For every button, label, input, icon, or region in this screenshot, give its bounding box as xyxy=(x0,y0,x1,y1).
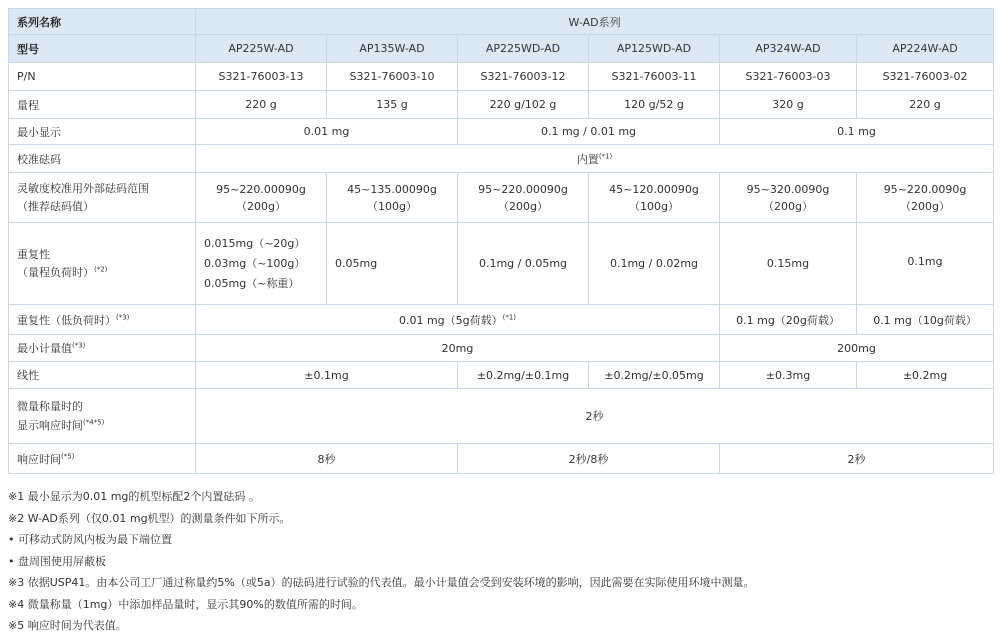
ext-range-cell xyxy=(589,173,720,223)
row-cal-weight xyxy=(9,145,994,173)
linearity-label: 线性 xyxy=(9,362,196,389)
ext-range-cell xyxy=(720,173,857,223)
series-label: 系列名称 xyxy=(9,9,196,35)
pn-label: P/N xyxy=(9,63,196,91)
capacity-label: 量程 xyxy=(9,91,196,119)
response-cell: 2秒/8秒 xyxy=(458,444,720,474)
row-pn xyxy=(9,63,994,91)
ext-range-recommended: （200g） xyxy=(900,199,951,213)
repeat-cell: 0.1mg / 0.02mg xyxy=(589,223,720,305)
ext-range-value: 95~220.00090g xyxy=(216,182,306,196)
ext-range-cell xyxy=(857,173,994,223)
model-cell: AP125WD-AD xyxy=(589,35,720,63)
min-weight-cell: 20mg xyxy=(196,335,720,362)
series-value: W-AD系列 xyxy=(196,9,994,35)
ext-range-cell xyxy=(458,173,589,223)
row-capacity xyxy=(9,91,994,119)
ext-range-value: 45~120.00090g xyxy=(609,182,699,196)
footnote: ※5 响应时间为代表值。 xyxy=(8,619,127,632)
cal-weight-note: (*1) xyxy=(598,151,613,160)
linearity-cell: ±0.2mg xyxy=(857,362,994,389)
cal-weight-label: 校准砝码 xyxy=(9,145,196,173)
ext-range-recommended: （200g） xyxy=(236,199,286,213)
model-cell: AP224W-AD xyxy=(857,35,994,63)
repeat-cell: 0.05mg xyxy=(327,223,458,305)
repeat-note: (*2) xyxy=(94,264,108,273)
micro-label-line: 显示响应时间$^{(*4*5)}$ xyxy=(17,418,105,432)
repeat-cell: 0.1mg xyxy=(857,223,994,305)
capacity-cell: 220 g xyxy=(857,91,994,119)
ext-range-recommended: （200g） xyxy=(498,199,548,213)
ext-range-value: 95~320.0090g xyxy=(746,182,830,196)
footnote-bullet: • 可移动式防风内板为最下端位置 xyxy=(8,533,172,546)
micro-note: (*4*5) xyxy=(83,418,105,427)
linearity-cell: ±0.2mg/±0.05mg xyxy=(589,362,720,389)
ext-range-label xyxy=(9,173,196,223)
ext-range-cell xyxy=(196,173,327,223)
model-label: 型号 xyxy=(9,35,196,63)
model-cell: AP324W-AD xyxy=(720,35,857,63)
row-linearity xyxy=(9,362,994,389)
linearity-cell: ±0.3mg xyxy=(720,362,857,389)
micro-label-line: 微量称量时的 xyxy=(17,400,83,413)
response-label: 响应时间$^{(*5)}$ xyxy=(9,444,196,474)
repeat-cell: 0.15mg xyxy=(720,223,857,305)
min-weight-label: 最小计量值$^{(*3)}$ xyxy=(9,335,196,362)
repeat-cell: 0.1mg / 0.05mg xyxy=(458,223,589,305)
capacity-cell: 135 g xyxy=(327,91,458,119)
ext-range-recommended: （100g） xyxy=(367,199,417,213)
spec-table xyxy=(8,8,994,474)
cal-weight-cell xyxy=(196,145,994,173)
model-cell: AP135W-AD xyxy=(327,35,458,63)
row-response xyxy=(9,444,994,474)
pn-cell: S321-76003-13 xyxy=(196,63,327,91)
capacity-cell: 220 g xyxy=(196,91,327,119)
capacity-cell: 220 g/102 g xyxy=(458,91,589,119)
micro-label xyxy=(9,389,196,444)
row-min-weight xyxy=(9,335,994,362)
footnote: ※1 最小显示为0.01 mg的机型标配2个内置砝码 。 xyxy=(8,490,260,503)
repeat-low-cell-note: (*1) xyxy=(502,312,517,321)
ext-range-recommended: （100g） xyxy=(629,199,679,213)
pn-cell: S321-76003-12 xyxy=(458,63,589,91)
footnote: ※4 微量称量（1mg）中添加样品量时，显示其90%的数值所需的时间。 xyxy=(8,597,363,611)
model-cell: AP225W-AD xyxy=(196,35,327,63)
capacity-cell: 120 g/52 g xyxy=(589,91,720,119)
row-micro-response xyxy=(9,389,994,444)
footnotes xyxy=(8,486,993,637)
min-weight-note: (*3) xyxy=(72,341,86,350)
repeat-label xyxy=(9,223,196,305)
footnote: ※3 依据USP41。由本公司工厂通过称量约5%（或5a）的砝码进行试验的代表值。最小计量值会受到安装环境的影响，因此需要在实际使用环境中测量。 xyxy=(8,576,755,589)
row-min-display xyxy=(9,119,994,145)
repeat-low-cell: 0.01 mg（5g荷载）$^{(*1)}$ xyxy=(196,305,720,335)
repeat-label-line: 重复性 xyxy=(17,247,50,261)
row-series xyxy=(9,9,994,35)
ext-range-label-line: （推荐砝码值） xyxy=(17,199,94,213)
min-display-cell: 0.1 mg xyxy=(720,119,994,145)
pn-cell: S321-76003-11 xyxy=(589,63,720,91)
response-note: (*5) xyxy=(61,451,75,460)
linearity-cell: ±0.2mg/±0.1mg xyxy=(458,362,589,389)
repeat-label-line: （量程负荷时）$^{(*2)}$ xyxy=(17,264,108,279)
linearity-cell: ±0.1mg xyxy=(196,362,458,389)
ext-range-recommended: （200g） xyxy=(763,199,813,213)
footnote-bullet: • 盘周围使用屏蔽板 xyxy=(8,554,106,568)
row-ext-range xyxy=(9,173,994,223)
min-display-label: 最小显示 xyxy=(9,119,196,145)
min-weight-cell: 200mg xyxy=(720,335,994,362)
repeat-line: 0.015mg（~20g） xyxy=(204,236,306,250)
cal-weight-value: 内置 xyxy=(576,152,599,166)
min-display-cell: 0.01 mg xyxy=(196,119,458,145)
footnote: ※2 W-AD系列（仅0.01 mg机型）的测量条件如下所示。 xyxy=(8,511,291,525)
ext-range-cell xyxy=(327,173,458,223)
repeat-cell-multi xyxy=(196,223,327,305)
row-repeat-low xyxy=(9,305,994,335)
row-model xyxy=(9,35,994,63)
repeat-low-cell: 0.1 mg（10g荷载） xyxy=(857,305,994,335)
model-cell: AP225WD-AD xyxy=(458,35,589,63)
pn-cell: S321-76003-02 xyxy=(857,63,994,91)
pn-cell: S321-76003-10 xyxy=(327,63,458,91)
repeat-low-cell: 0.1 mg（20g荷载） xyxy=(720,305,857,335)
repeat-low-note: (*3) xyxy=(116,312,130,321)
response-cell: 2秒 xyxy=(720,444,994,474)
repeat-low-label: 重复性（低负荷时）$^{(*3)}$ xyxy=(9,305,196,335)
ext-range-value: 95~220.00090g xyxy=(478,182,568,196)
min-display-cell: 0.1 mg / 0.01 mg xyxy=(458,119,720,145)
capacity-cell: 320 g xyxy=(720,91,857,119)
ext-range-value: 95~220.0090g xyxy=(883,182,967,196)
row-repeatability xyxy=(9,223,994,305)
repeat-line: 0.05mg（~称重） xyxy=(204,276,300,290)
ext-range-value: 45~135.00090g xyxy=(347,182,437,196)
repeat-line: 0.03mg（~100g） xyxy=(204,256,306,270)
pn-cell: S321-76003-03 xyxy=(720,63,857,91)
ext-range-label-line: 灵敏度校准用外部砝码范围 xyxy=(17,181,149,195)
response-cell: 8秒 xyxy=(196,444,458,474)
micro-cell: 2秒 xyxy=(196,389,994,444)
